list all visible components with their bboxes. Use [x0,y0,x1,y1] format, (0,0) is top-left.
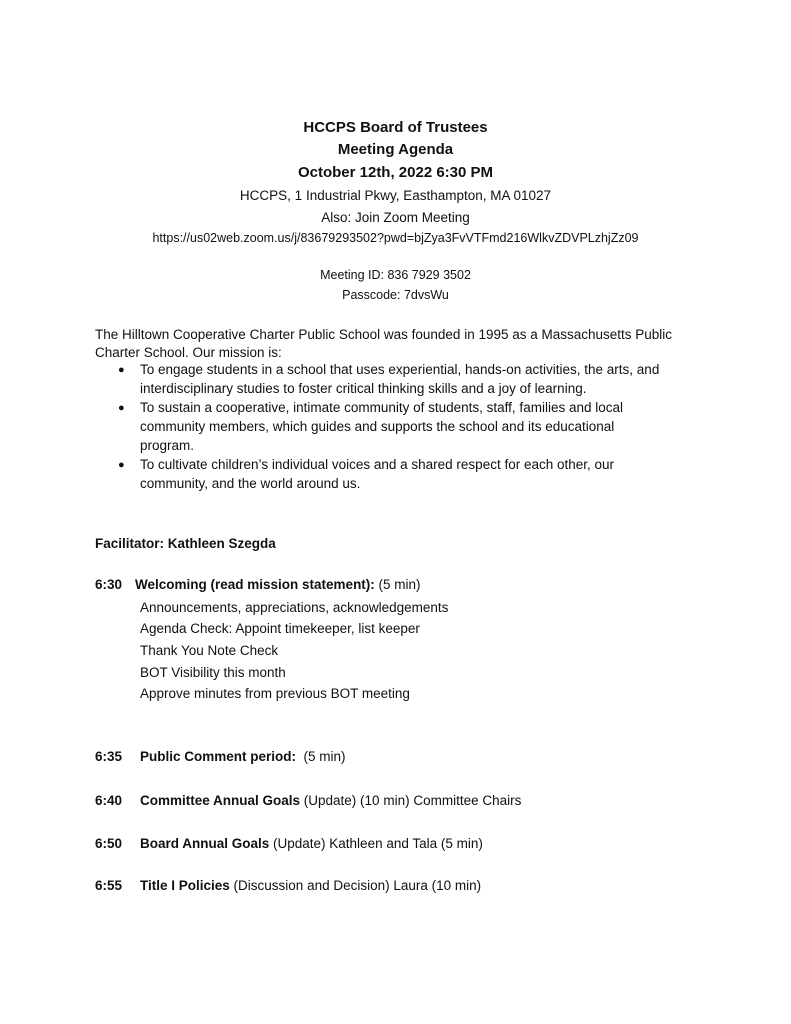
mission-bullet: To sustain a cooperative, intimate community of students, staff, families and local [140,400,623,415]
agenda-subitem: BOT Visibility this month [140,665,286,680]
mission-bullet: To engage students in a school that uses experiential, hands-on activities, the arts, and [140,362,660,377]
agenda-item-detail: (Discussion and Decision) Laura (10 min) [229,878,482,893]
agenda-time: 6:50 [95,836,123,851]
doc-title: HCCPS Board of Trustees [303,119,488,136]
agenda-item-title: Welcoming (read mission statement): [135,577,375,592]
agenda-item [140,836,483,851]
agenda-item-title: Public Comment period: [140,749,297,764]
bullet-icon: ● [118,364,125,376]
agenda-item [140,793,521,808]
agenda-time: 6:55 [95,878,123,893]
mission-bullet: interdisciplinary studies to foster critical thinking skills and a joy of learning. [140,381,587,396]
agenda-item [140,878,481,893]
agenda-item-detail: (Update) Kathleen and Tala (5 min) [269,836,483,851]
agenda-item [135,577,421,592]
agenda-subitem: Thank You Note Check [140,643,279,658]
agenda-subitem: Approve minutes from previous BOT meeting [140,686,410,701]
intro-text: The Hilltown Cooperative Charter Public School was founded in 1995 as a Massachusetts Public [95,327,673,342]
mission-bullet: program. [140,438,195,453]
doc-subtitle: Meeting Agenda [337,141,454,158]
agenda-item-detail: (5 min) [296,749,346,764]
facilitator: Facilitator: Kathleen Szegda [95,536,276,551]
agenda-time: 6:40 [95,793,123,808]
agenda-item-title: Board Annual Goals [140,836,270,851]
agenda-item [140,749,346,764]
agenda-time: 6:35 [95,749,123,764]
meeting-date: October 12th, 2022 6:30 PM [297,164,494,181]
zoom-link[interactable]: https://us02web.zoom.us/j/83679293502?pwd=bjZya3FvVTFmd216WlkvZDVPLzhjZz09 [152,231,639,245]
bullet-icon: ● [118,459,125,471]
agenda-item-detail: (5 min) [374,577,421,592]
agenda-subitem: Announcements, appreciations, acknowledgements [140,600,449,615]
mission-bullet: To cultivate children’s individual voices and a shared respect for each other, our [140,457,615,472]
zoom-note: Also: Join Zoom Meeting [321,210,470,225]
agenda-item-title: Committee Annual Goals [140,793,301,808]
meeting-id: Meeting ID: 836 7929 3502 [320,268,471,282]
mission-bullet: community members, which guides and supports the school and its educational [140,419,615,434]
agenda-subitem: Agenda Check: Appoint timekeeper, list keeper [140,621,420,636]
agenda-item-detail: (Update) (10 min) Committee Chairs [300,793,522,808]
mission-bullet: community, and the world around us. [140,476,361,491]
passcode: Passcode: 7dvsWu [342,288,449,302]
bullet-icon: ● [118,402,125,414]
agenda-item-title: Title I Policies [140,878,230,893]
meeting-address: HCCPS, 1 Industrial Pkwy, Easthampton, MA 01027 [239,188,552,203]
intro-text: Charter School. Our mission is: [95,345,282,360]
agenda-time: 6:30 [95,577,123,592]
